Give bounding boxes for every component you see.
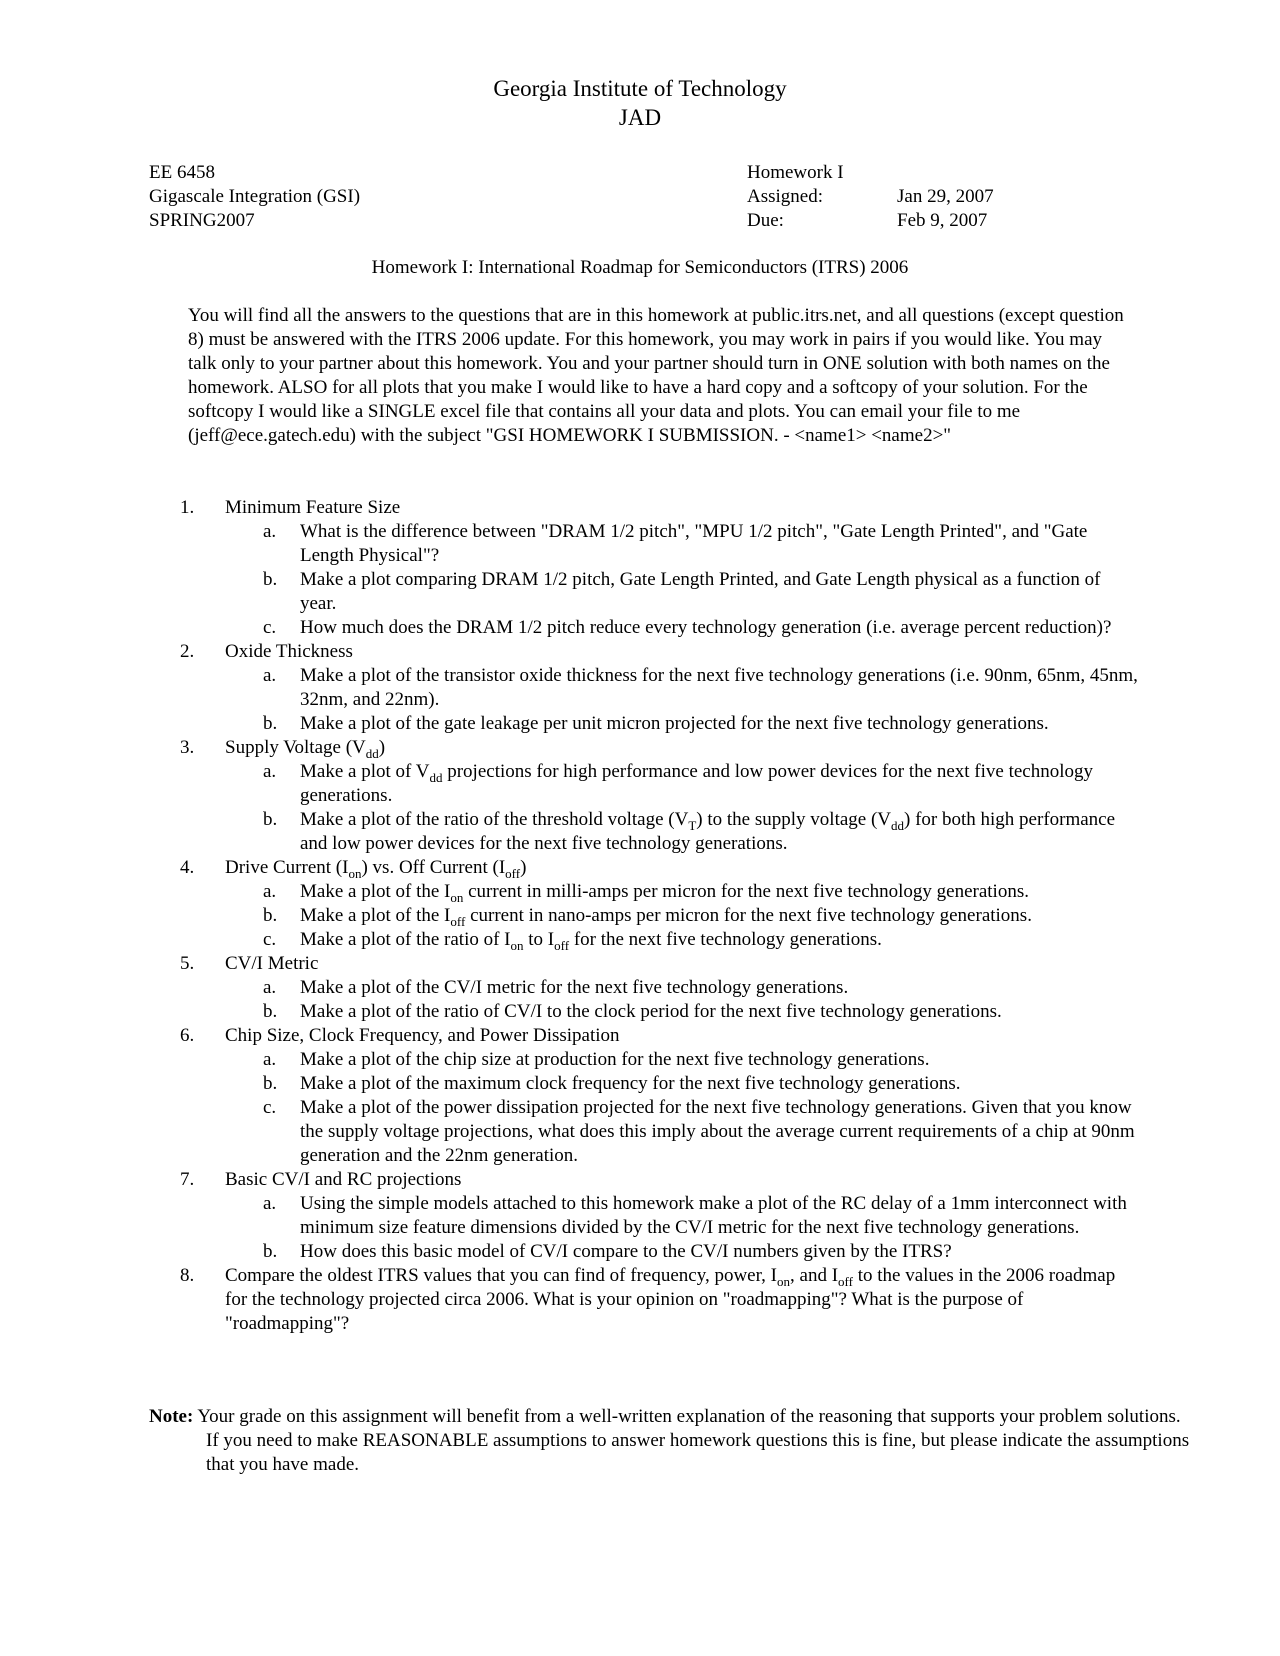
subquestion-letter: a. <box>263 665 277 686</box>
subquestion-item <box>180 1192 1140 1240</box>
subquestion-item <box>180 1072 1140 1096</box>
question-title: Basic CV/I and RC projections <box>225 1169 462 1190</box>
course-term: SPRING2007 <box>149 210 255 231</box>
subquestion-item <box>180 664 1140 712</box>
assigned-date: Jan 29, 2007 <box>897 186 994 207</box>
assigned-label: Assigned: <box>747 186 823 207</box>
subquestion-item <box>180 1048 1140 1072</box>
question-number: 7. <box>180 1169 195 1190</box>
assignment-name: Homework I <box>747 162 844 183</box>
question-item <box>180 1168 1140 1192</box>
subquestion-item <box>180 1240 1140 1264</box>
initials-title: JAD <box>618 105 662 130</box>
subquestion-letter: c. <box>263 617 277 638</box>
question-number: 8. <box>180 1265 195 1286</box>
question-item <box>180 736 1140 760</box>
subquestion-text: Make a plot of the chip size at production for the next five technology generations. <box>300 1049 930 1070</box>
course-number: EE 6458 <box>149 162 215 183</box>
subquestion-item <box>180 928 1140 952</box>
question-list <box>180 496 1140 1336</box>
subquestion-item <box>180 808 1140 856</box>
question-item <box>180 952 1140 976</box>
subquestion-text: Make a plot of the ratio of $I_{on}$ to $I_{off}$ for the next five technology generations. <box>300 929 882 953</box>
subquestion-letter: b. <box>263 905 278 926</box>
subquestion-letter: a. <box>263 761 277 782</box>
note-label: Note: <box>149 1406 194 1427</box>
note-text: Your grade on this assignment will benefit from a well-written explanation of the reasoning that supports your problem solutions. If you need to make REASONABLE assumptions to answer homework questions this is fine, but please indicate the assumptions that you have made. <box>197 1406 1190 1475</box>
question-title: Chip Size, Clock Frequency, and Power Dissipation <box>225 1025 620 1046</box>
subquestion-item <box>180 760 1140 808</box>
question-item <box>180 1024 1140 1048</box>
subquestion-text: Make a plot of the $I_{on}$ current in milli-amps per micron for the next five technology generations. <box>300 881 1029 905</box>
subquestion-letter: a. <box>263 977 277 998</box>
subquestion-letter: c. <box>263 1097 277 1118</box>
course-name: Gigascale Integration (GSI) <box>149 186 361 207</box>
question-title: CV/I Metric <box>225 953 319 974</box>
subquestion-letter: b. <box>263 1241 278 1262</box>
question-title: Oxide Thickness <box>225 641 353 662</box>
subquestion-item <box>180 520 1140 568</box>
subquestion-item <box>180 616 1140 640</box>
subquestion-letter: a. <box>263 881 277 902</box>
subquestion-text: Make a plot of the $I_{off}$ current in nano-amps per micron for the next five technology generations. <box>300 905 1032 929</box>
question-number: 4. <box>180 857 195 878</box>
subquestion-text: Make a plot of the gate leakage per unit micron projected for the next five technology generations. <box>300 713 1049 734</box>
intro-paragraph <box>188 304 1128 448</box>
subquestion-letter: b. <box>263 809 278 830</box>
subquestion-letter: b. <box>263 1073 278 1094</box>
subquestion-letter: a. <box>263 521 277 542</box>
subquestion-text: Make a plot of the CV/I metric for the next five technology generations. <box>300 977 849 998</box>
question-title: Supply Voltage $(V_{dd})$ <box>225 737 386 761</box>
subquestion-text: Make a plot comparing DRAM 1/2 pitch, Gate Length Printed, and Gate Length physical as a function of year. <box>300 569 1101 614</box>
question-item <box>180 1264 1140 1336</box>
subquestion-item <box>180 1000 1140 1024</box>
subquestion-item <box>180 712 1140 736</box>
question-number: 3. <box>180 737 195 758</box>
subquestion-letter: c. <box>263 929 277 950</box>
subquestion-text: Make a plot of the ratio of CV/I to the clock period for the next five technology generations. <box>300 1001 1002 1022</box>
subquestion-letter: b. <box>263 569 278 590</box>
subquestion-text: How much does the DRAM 1/2 pitch reduce every technology generation (i.e. average percent reduction)? <box>300 617 1112 638</box>
subquestion-item <box>180 880 1140 904</box>
question-number: 2. <box>180 641 195 662</box>
subquestion-text: Make a plot of the transistor oxide thickness for the next five technology generations (i.e. 90nm, 65nm, 45nm, 32nm, and 22nm). <box>300 665 1138 710</box>
question-number: 5. <box>180 953 195 974</box>
subquestion-item <box>180 904 1140 928</box>
subquestion-text: Make a plot of the power dissipation projected for the next five technology generations. Given that you know the supply voltage projections, what does this imply about the average current requirements of a chip at 90nm generation and the 22nm generation. <box>300 1097 1135 1166</box>
subquestion-text: Using the simple models attached to this homework make a plot of the RC delay of a 1mm interconnect with minimum size feature dimensions divided by the CV/I metric for the next five technology generations. <box>300 1193 1127 1238</box>
question-text: Compare the oldest ITRS values that you can find of frequency, power, $I_{on}$, and $I_{off}$ to the values in the 2006 roadmap for the technology projected circa 2006. What is your opinion on "roadmapping"? What is the purpose of "roadmapping"? <box>225 1265 1116 1334</box>
question-title: Drive Current $(I_{on})$ vs. Off Current $(I_{off})$ <box>225 857 527 881</box>
subquestion-text: Make a plot of the maximum clock frequency for the next five technology generations. <box>300 1073 961 1094</box>
subquestion-letter: b. <box>263 1001 278 1022</box>
subquestion-text: Make a plot of $V_{dd}$ projections for high performance and low power devices for the next five technology generations. <box>300 761 1093 806</box>
question-item <box>180 856 1140 880</box>
subquestion-text: What is the difference between "DRAM 1/2 pitch", "MPU 1/2 pitch", "Gate Length Printed", and "Gate Length Physical"? <box>300 521 1088 566</box>
note-block <box>149 1405 1196 1477</box>
subquestion-letter: a. <box>263 1049 277 1070</box>
question-number: 6. <box>180 1025 195 1046</box>
subquestion-text: How does this basic model of CV/I compare to the CV/I numbers given by the ITRS? <box>300 1241 952 1262</box>
institution-title: Georgia Institute of Technology <box>493 76 787 101</box>
subquestion-item <box>180 568 1140 616</box>
due-date: Feb 9, 2007 <box>897 210 988 231</box>
question-item <box>180 640 1140 664</box>
question-number: 1. <box>180 497 195 518</box>
homework-title: Homework I: International Roadmap for Semiconductors (ITRS) 2006 <box>371 257 909 278</box>
subquestion-text: Make a plot of the ratio of the threshold voltage $(V_T)$ to the supply voltage $(V_{dd})$ for both high performance and low power devices for the next five technology generations. <box>300 809 1116 854</box>
intro-text: You will find all the answers to the questions that are in this homework at public.itrs.net, and all questions (except question 8) must be answered with the ITRS 2006 update. For this homework, you may work in pairs if you would like. You may talk only to your partner about this homework. You and your partner should turn in ONE solution with both names on the homework. ALSO for all plots that you make I would like to have a hard copy and a softcopy of your solution. For the softcopy I would like a SINGLE excel file that contains all your data and plots. You can email your file to me (jeff@ece.gatech.edu) with the subject "GSI HOMEWORK I SUBMISSION. - <name1> <name2>" <box>188 305 1124 446</box>
question-title: Minimum Feature Size <box>225 497 401 518</box>
subquestion-letter: b. <box>263 713 278 734</box>
due-label: Due: <box>747 210 784 231</box>
subquestion-item <box>180 1096 1140 1168</box>
question-item <box>180 496 1140 520</box>
subquestion-letter: a. <box>263 1193 277 1214</box>
subquestion-item <box>180 976 1140 1000</box>
